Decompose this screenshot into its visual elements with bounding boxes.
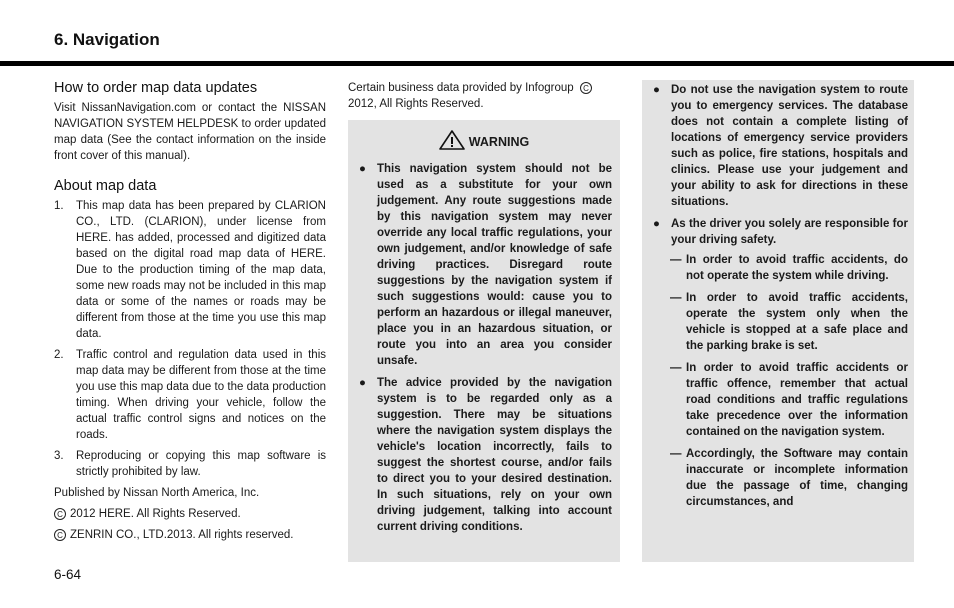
copyright-zenrin (54, 527, 326, 543)
bullet-icon: ● (359, 163, 366, 175)
heading-order-map-updates: How to order map data updates (54, 80, 258, 96)
bullet-icon: ● (653, 84, 660, 96)
list-item (356, 161, 612, 369)
map-data-list (54, 198, 326, 480)
item-number: 2. (54, 349, 64, 361)
item-text: This map data has been prepared by CLARION CO., LTD. (CLARION), under license from HERE. has added, processed and digitized data based on the digital road map data of HERE. Due to the production timing of the map data, some new roads may not be included in this map data or some of the names or roads may be different from those at the time you use this map data. (76, 200, 326, 340)
list-item (650, 82, 908, 210)
list-item (54, 198, 326, 342)
item-number: 3. (54, 450, 64, 462)
infogroup-text: Certain business data provided by Infogroup (348, 82, 574, 94)
warning-text: The advice provided by the navigation system is to be regarded only as a suggestion. There may be situations where the navigation system displays the vehicle's location incorrectly, fails to suggest the shortest course, and/or fails to direct you to your desired destination. In such situations, rely on your own driving judgement, talking into account current driving conditions. (377, 377, 612, 533)
safety-text: As the driver you solely are responsible for your driving safety. (671, 218, 908, 246)
list-item (54, 448, 326, 480)
copyright-icon: C (54, 508, 66, 520)
copyright-here (54, 506, 326, 522)
infogroup-copyright (348, 80, 620, 112)
copyright-here-text: 2012 HERE. All Rights Reserved. (70, 508, 241, 520)
column-2 (348, 80, 620, 112)
header-rule (0, 61, 954, 66)
safety-list (650, 82, 908, 510)
copyright-icon: C (580, 82, 592, 94)
warning-list (356, 161, 612, 535)
dash-text: In order to avoid traffic accidents, do not operate the system while driving. (686, 254, 908, 282)
warning-heading (356, 130, 612, 153)
item-number: 1. (54, 200, 64, 212)
dash-icon: — (670, 448, 682, 460)
list-item (650, 446, 908, 510)
published-by: Published by Nissan North America, Inc. (54, 487, 260, 499)
list-item (650, 360, 908, 440)
list-item (650, 216, 908, 510)
dash-icon: — (670, 362, 682, 374)
list-item (54, 347, 326, 443)
dash-list (650, 252, 908, 510)
warning-text: This navigation system should not be used as a substitute for your own judgement. Any route suggestions made by this navigation system may never override any local traffic regulations, your own judgement, and/or knowledge of safe driving practices. Disregard route suggestions by the navigation system if such suggestions would: cause you to perform an hazardous or illegal maneuver, place you in an hazardous situation, or route you into an area you consider unsafe. (377, 163, 612, 367)
item-text: Traffic control and regulation data used in this map data may be different from those at the time you use this map data due to the data production timing. When driving your vehicle, follow the actual traffic control signs and notices on the roads. (76, 349, 326, 441)
infogroup-tail: 2012, All Rights Reserved. (348, 98, 484, 110)
dash-text: In order to avoid traffic accidents, operate the system only when the vehicle is stopped at a safe place and the parking brake is set. (686, 292, 908, 352)
dash-icon: — (670, 292, 682, 304)
column-1 (54, 80, 326, 543)
list-item (356, 375, 612, 535)
bullet-icon: ● (653, 218, 660, 230)
bullet-icon: ● (359, 377, 366, 389)
safety-text: Do not use the navigation system to route you to emergency services. The database does not contain a complete listing of locations of emergency service providers such as police, fire stations, hospitals and clinics. Please use your judgement and your ability to ask for directions in these situations. (671, 84, 908, 208)
page-number: 6-64 (54, 567, 82, 582)
heading-about-map-data: About map data (54, 178, 157, 194)
list-item (650, 290, 908, 354)
page-title: 6. Navigation (54, 30, 160, 49)
dash-icon: — (670, 254, 682, 266)
dash-text: Accordingly, the Software may contain inaccurate or incomplete information due the passage of time, changing circumstances, and (686, 448, 908, 508)
item-text: Reproducing or copying this map software is strictly prohibited by law. (76, 450, 326, 478)
copyright-icon: C (54, 529, 66, 541)
order-map-paragraph: Visit NissanNavigation.com or contact the NISSAN NAVIGATION SYSTEM HELPDESK to order updated map data (See the contact information on the inside front cover of this manual). (54, 102, 326, 162)
warning-label: WARNING (468, 135, 530, 149)
copyright-zenrin-text: ZENRIN CO., LTD.2013. All rights reserved. (70, 529, 294, 541)
list-item (650, 252, 908, 284)
warning-box (348, 120, 620, 562)
dash-text: In order to avoid traffic accidents or traffic offence, remember that actual road conditions and traffic regulations take precedence over the information contained on the navigation system. (686, 362, 908, 438)
warning-triangle-icon (439, 130, 465, 153)
column-3-warning-continued (642, 80, 914, 562)
